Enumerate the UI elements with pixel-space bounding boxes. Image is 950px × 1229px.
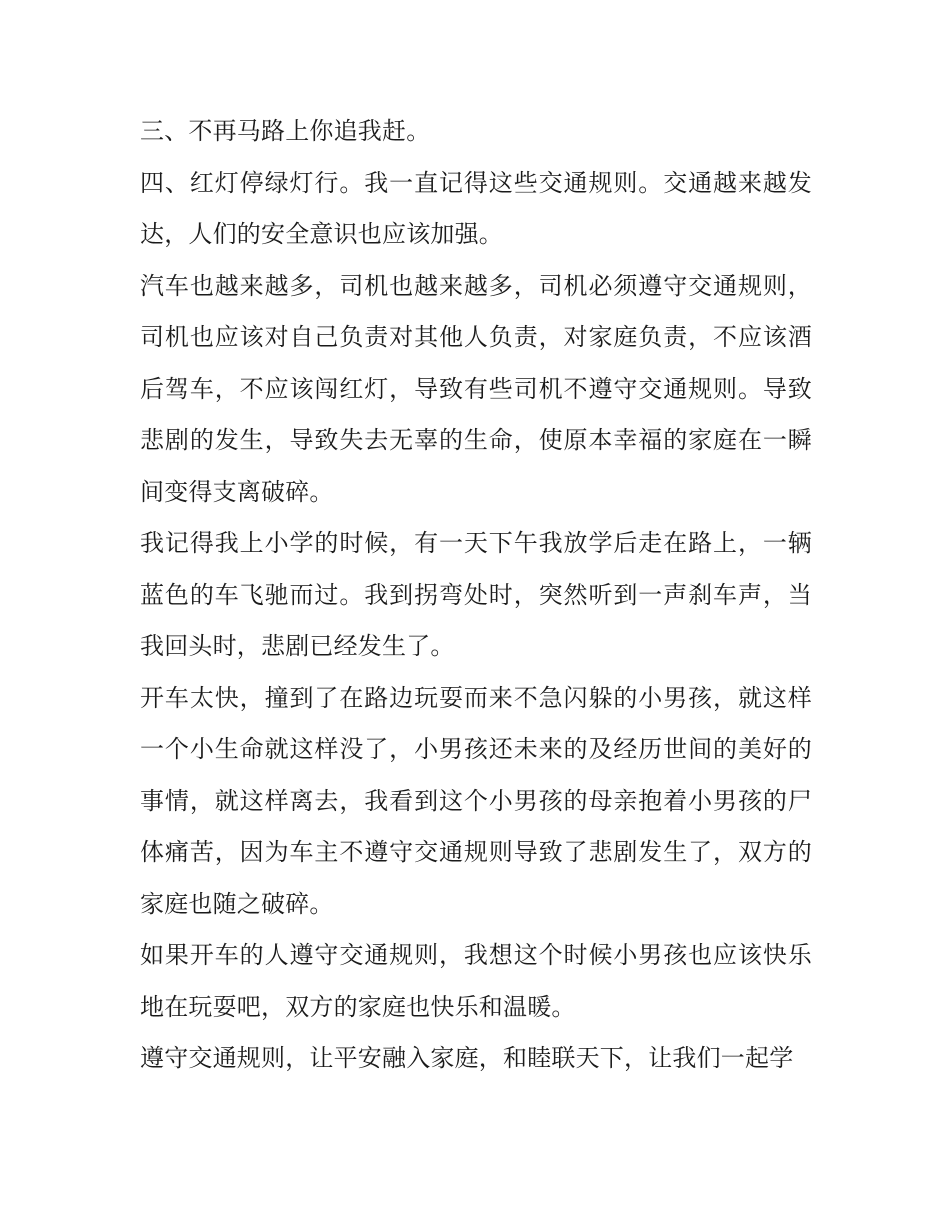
- paragraph: 三、不再马路上你追我赶。: [140, 117, 431, 145]
- paragraph: 开车太快，撞到了在路边玩耍而来不急闪躲的小男孩，就这样一个小生命就这样没了，小男孩还未来的及经历世间的美好的事情，就这样离去，我看到这个小男孩的母亲抱着小男孩的尸体痛苦，因为车主不遵守交通规则导致了悲剧发生了，双方的家庭也随之破碎。: [140, 683, 812, 918]
- document-body: [140, 106, 812, 1085]
- paragraph: 四、红灯停绿灯行。我一直记得这些交通规则。交通越来越发达，人们的安全意识也应该加强。: [140, 168, 812, 248]
- paragraph: 遵守交通规则，让平安融入家庭，和睦联天下，让我们一起学: [140, 1044, 794, 1072]
- paragraph: 汽车也越来越多，司机也越来越多，司机必须遵守交通规则，司机也应该对自己负责对其他人负责，对家庭负责，不应该酒后驾车，不应该闯红灯，导致有些司机不遵守交通规则。导致悲剧的发生，导致失去无辜的生命，使原本幸福的家庭在一瞬间变得支离破碎。: [140, 271, 812, 506]
- paragraph: 如果开车的人遵守交通规则，我想这个时候小男孩也应该快乐地在玩耍吧，双方的家庭也快乐和温暖。: [140, 941, 812, 1021]
- paragraph: 我记得我上小学的时候，有一天下午我放学后走在路上，一辆蓝色的车飞驰而过。我到拐弯处时，突然听到一声刹车声，当我回头时，悲剧已经发生了。: [140, 529, 812, 660]
